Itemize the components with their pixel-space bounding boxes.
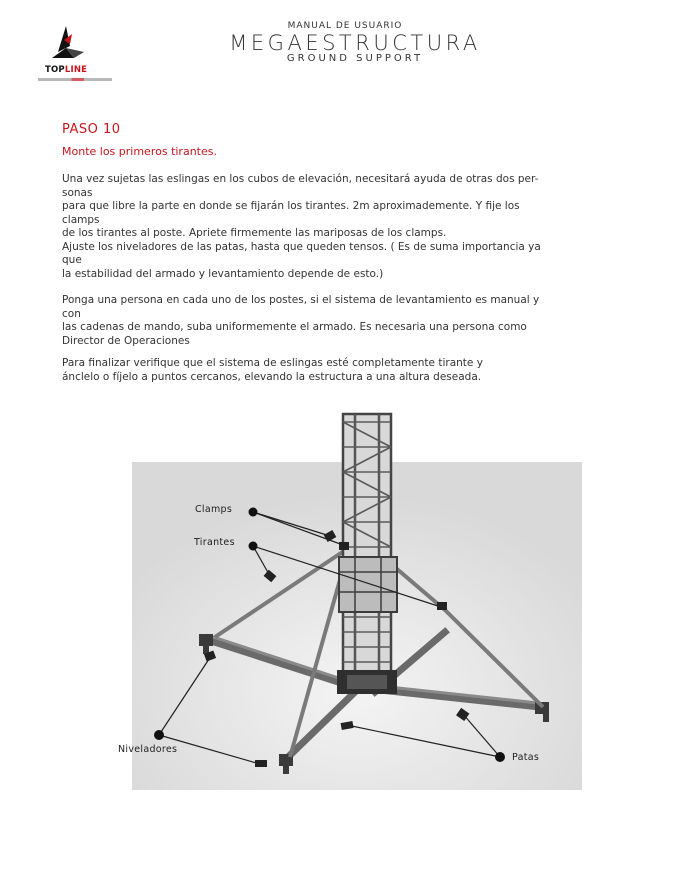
instruction-paragraph-2 [62, 294, 658, 348]
logo-tagline [38, 78, 112, 81]
text-line: la estabilidad del armado y levantamiento depende de esto.) [62, 267, 384, 280]
manual-kicker: MANUAL DE USUARIO [287, 21, 403, 31]
step-subtitle: Monte los primeros tirantes. [62, 145, 217, 158]
callout-label-tirantes: Tirantes [194, 537, 235, 548]
sleeve-block [339, 557, 397, 612]
text-line: sonas [62, 186, 93, 199]
ground-support-illustration [115, 402, 585, 794]
logo-wordmark: TOPLINE [45, 65, 88, 75]
callout-label-patas: Patas [512, 752, 540, 763]
text-line: Ponga una persona en cada uno de los postes, si el sistema de levantamiento es manual y [62, 294, 540, 306]
text-line: de los tirantes al poste. Apriete firmemente las mariposas de los clamps. [62, 227, 447, 239]
text-line: Una vez sujetas las eslingas en los cubos de elevación, necesitará ayuda de otras dos per- [62, 173, 539, 185]
text-line: ánclelo o fíjelo a puntos cercanos, elevando la estructura a una altura deseada. [62, 370, 482, 383]
manual-title: MEGAESTRUCTURA [229, 31, 481, 55]
step-title: PASO 10 [62, 122, 121, 137]
instruction-paragraph-1 [62, 173, 658, 281]
tower-mast [343, 414, 391, 690]
manual-subtitle: GROUND SUPPORT [286, 53, 424, 64]
text-line: Para finalizar verifique que el sistema de eslingas esté completamente tirante y [62, 357, 483, 369]
text-line: para que libre la parte en donde se fijarán los tirantes. 2m aproximademente. Y fije los [62, 200, 520, 212]
text-line: que [62, 254, 82, 266]
callout-label-niveladores: Niveladores [118, 744, 178, 755]
callout-label-clamps: Clamps [195, 504, 233, 515]
text-line: clamps [62, 213, 100, 226]
instruction-paragraph-3 [62, 357, 658, 384]
text-line: las cadenas de mando, suba uniformemente el armado. Es necesaria una persona como [62, 321, 527, 333]
text-line: Ajuste los niveladores de las patas, hasta que queden tensos. ( Es de suma importancia ya [62, 240, 541, 253]
text-line: Director de Operaciones [62, 334, 190, 347]
text-line: con [62, 307, 81, 320]
tower-diagram [115, 402, 585, 794]
